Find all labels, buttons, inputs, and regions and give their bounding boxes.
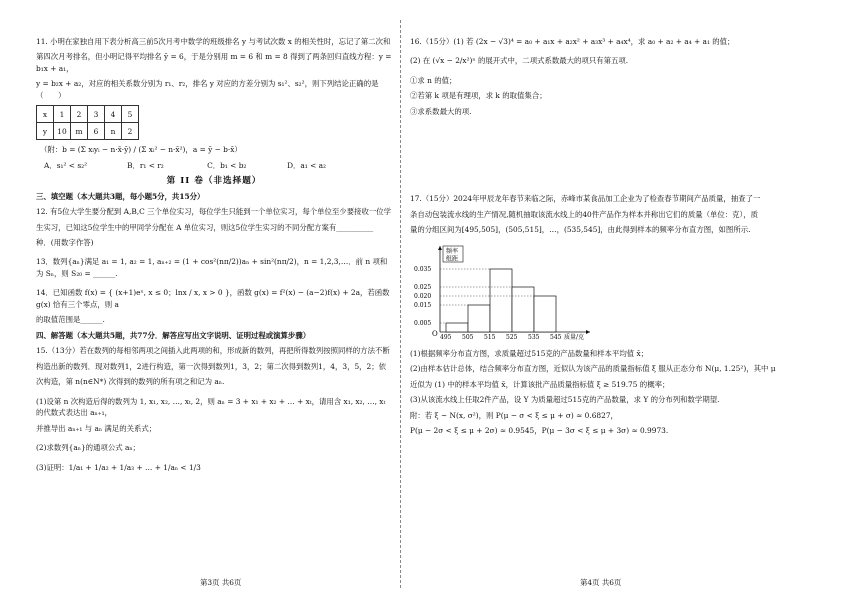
q16-item2: ②若第 k 项是有理项，求 k 的取值集合； xyxy=(410,91,547,101)
q17-sub1: (1)根据频率分布直方图，求质量超过515克的产品数量和样本平均值 x̄； xyxy=(410,348,649,358)
column-divider xyxy=(400,20,401,588)
table-cell: 6 xyxy=(88,123,105,140)
table-cell: 2 xyxy=(71,106,88,123)
question-11 xyxy=(36,36,392,171)
x-tick-label: 505 xyxy=(462,333,474,341)
q17-appendix2: P(μ − 2σ < ξ ≤ μ + 2σ) ≈ 0.9545，P(μ − 3σ < ξ ≤ μ + 3σ) ≈ 0.9973. xyxy=(410,426,669,436)
table-header-y: y xyxy=(37,123,54,140)
histogram xyxy=(410,244,610,344)
q14-line2: 的取值范围是______. xyxy=(36,315,105,325)
left-column xyxy=(36,36,392,473)
q14-line1: 14．已知函数 f(x) = { (x+1)eˣ, x ≤ 0；lnx / x, x > 0 }，函数 g(x) = f²(x) − (a−2)f(x) + 2a，若函数 g(x) 恰有三个零点，则 a xyxy=(36,288,390,309)
x-tick-label: 495 xyxy=(440,333,452,341)
q17-sub2a: (2)由样本估计总体，结合频率分布直方图，近似认为该产品的质量指标值 ξ 服从正态分布 N(μ, 1.25²)，其中 μ xyxy=(410,364,776,374)
q17-sub2b: 近似为 (1) 中的样本平均值 x̄，计算该批产品质量指标值 ξ ≥ 519.75 的概率； xyxy=(410,379,670,389)
question-17 xyxy=(410,193,810,436)
q17-line3: 量的分组区间为[495,505]，(505,515]，…，(535,545]，由此得到样本的频率分布直方图，如图所示. xyxy=(410,225,751,235)
q15-sub1: (1)设第 n 次构造后得的数列为 1, x₁, x₂, …, xₜ, 2，则 aₙ = 3 + x₁ + x₂ + … + xₜ，请用含 x₁, x₂, …, xₜ 的代数式表达出 aₙ₊₁， xyxy=(36,396,386,418)
y-label-bottom: 组距 xyxy=(446,255,459,263)
table-cell: 3 xyxy=(88,106,105,123)
y-tick-label: 0.025 xyxy=(414,283,432,291)
q15-line1: 15.（13分）若在数列的每相邻两项之间插入此两项的和，形成新的数列，再把所得数列按照同样的方法不断 xyxy=(36,346,390,356)
histogram-bar xyxy=(468,305,490,332)
q15-sub2: (2)求数列{aₙ}的通项公式 aₙ； xyxy=(36,443,140,453)
y-tick-label: 0.020 xyxy=(414,292,432,300)
page-footer-left: 第3页 共6页 xyxy=(200,578,242,587)
question-13: 13．数列{aₙ}满足 a₁ = 1, a₂ = 1, aₙ₊₂ = (1 + cos²(nπ/2))aₙ + sin²(nπ/2)，n = 1,2,3,…．前 n 项和为 Sₙ，则 S₂₀ = ______. xyxy=(36,257,388,278)
option-d: D．a₁ < a₂ xyxy=(287,160,327,170)
q17-sub3: (3)从该流水线上任取2件产品，设 Y 为质量超过515克的产品数量，求 Y 的分布列和数学期望. xyxy=(410,395,720,405)
histogram-bar xyxy=(490,269,512,332)
table-cell: n xyxy=(105,123,122,140)
q11-line3: y = b₂x + a₂，对应的相关系数分别为 r₁、r₂，排名 y 对应的方差分别为 s₁²、s₂²，则下列结论正确的是（ ） xyxy=(36,79,379,100)
part-3-title: 三、填空题（本大题共3题，每小题5分，共15分） xyxy=(36,191,205,201)
table-cell: 5 xyxy=(122,106,139,123)
x-axis-label: 质量/克 xyxy=(564,333,585,341)
x-axis-arrow xyxy=(586,330,590,334)
q17-line1: 17.（15分）2024年甲辰龙年春节来临之际，赤峰市某食品加工企业为了检查春节期间产品质量，抽查了一 xyxy=(410,194,761,204)
q11-options xyxy=(36,160,392,171)
q11-data-table xyxy=(36,105,139,140)
q15-line2: 构造出新的数列．现对数列1，2进行构造，第一次得到数列1，3，2；第二次得到数列1，4，3，5，2；依 xyxy=(36,361,387,371)
x-tick-label: 515 xyxy=(484,333,496,341)
histogram-svg xyxy=(410,244,610,344)
x-tick-label: 525 xyxy=(506,333,518,341)
y-tick-label: 0.005 xyxy=(414,319,432,327)
question-15 xyxy=(36,345,392,473)
q12-line1: 12. 有5位大学生要分配到 A,B,C 三个单位实习，每位学生只能到一个单位实习，每个单位至少要接收一位学 xyxy=(36,207,392,217)
part-4-title: 四、解答题（本大题共5题，共77分．解答应写出文字说明、证明过程或演算步骤） xyxy=(36,330,311,340)
q17-line2: 条自动包装流水线的生产情况,随机抽取该流水线上的40件产品作为样本并称出它们的质量（单位：克），质 xyxy=(410,209,759,219)
q12-line3: 种．(用数字作答) xyxy=(36,238,94,247)
page-footer-right: 第4页 共6页 xyxy=(580,578,622,587)
x-tick-label: 535 xyxy=(528,333,540,341)
option-b: B．r₁ < r₂ xyxy=(127,160,164,170)
y-label-top: 频率 xyxy=(446,247,459,255)
table-cell: m xyxy=(71,123,88,140)
option-c: C．b₁ < b₂ xyxy=(207,160,247,170)
question-12 xyxy=(36,206,392,248)
question-14 xyxy=(36,287,392,325)
y-tick-label: 0.035 xyxy=(414,265,432,273)
option-a: A．s₁² < s₂² xyxy=(44,160,88,170)
q16-item3: ③求系数最大的项. xyxy=(410,106,472,116)
section-2-title: 第 II 卷（非选择题） xyxy=(166,176,262,187)
question-16 xyxy=(410,36,810,117)
table-cell: 4 xyxy=(105,106,122,123)
histogram-bar xyxy=(512,287,534,332)
right-column xyxy=(410,36,810,437)
table-cell: 2 xyxy=(122,123,139,140)
q12-line2: 生实习，已知这5位学生中的甲同学分配在 A 单位实习，则这5位学生实习的不同分配方案有__________ xyxy=(36,222,374,232)
x-tick-label: 545 xyxy=(550,333,562,341)
table-header-x: x xyxy=(37,106,54,123)
y-tick-label: 0.015 xyxy=(414,301,432,309)
q15-sub3: (3)证明：1/a₁ + 1/a₂ + 1/a₃ + … + 1/aₙ < 1/3 xyxy=(36,462,201,472)
origin-label: O xyxy=(432,329,438,338)
q15-sub1b: 并推导出 aₙ₊₁ 与 aₙ 满足的关系式； xyxy=(36,423,157,433)
q16-line1: 16.（15分）(1) 若 (2x − √3)⁴ = a₀ + a₁x + a₂x² + a₃x³ + a₄x⁴，求 a₀ + a₂ + a₄ + a₁ 的值； xyxy=(410,37,735,46)
q16-line2: (2) 在 (√x − 2/x²)ⁿ 的展开式中，二项式系数最大的项只有第五项. xyxy=(410,56,629,66)
table-cell: 1 xyxy=(54,106,71,123)
q11-formula: （附：b = (Σ xᵢyᵢ − n·x̄·ȳ) / (Σ xᵢ² − n·x̄²)，a = ȳ − b·x̄） xyxy=(40,145,242,155)
q11-line2: 第四次月考排名，但小明记得平均排名 ȳ = 6，于是分别用 m = 6 和 m = 8 得到了两条回归直线方程：y = b₁x + a₁， xyxy=(36,52,392,73)
q11-line1: 11. 小明在家独自用下表分析高三前5次月考中数学的班级排名 y 与考试次数 x 的相关性时，忘记了第二次和 xyxy=(36,37,391,46)
q16-item1: ①求 n 的值； xyxy=(410,75,457,85)
table-cell: 10 xyxy=(54,123,71,140)
histogram-bar xyxy=(534,296,556,332)
y-axis-arrow xyxy=(438,246,442,250)
q15-line3: 次构造，第 n(n∈N*) 次得到的数列的所有项之和记为 aₙ. xyxy=(36,377,225,387)
q17-appendix1: 附：若 ξ ~ N(x, σ²)，则 P(μ − σ < ξ ≤ μ + σ) ≈ 0.6827， xyxy=(410,410,618,420)
histogram-bar xyxy=(446,323,468,332)
